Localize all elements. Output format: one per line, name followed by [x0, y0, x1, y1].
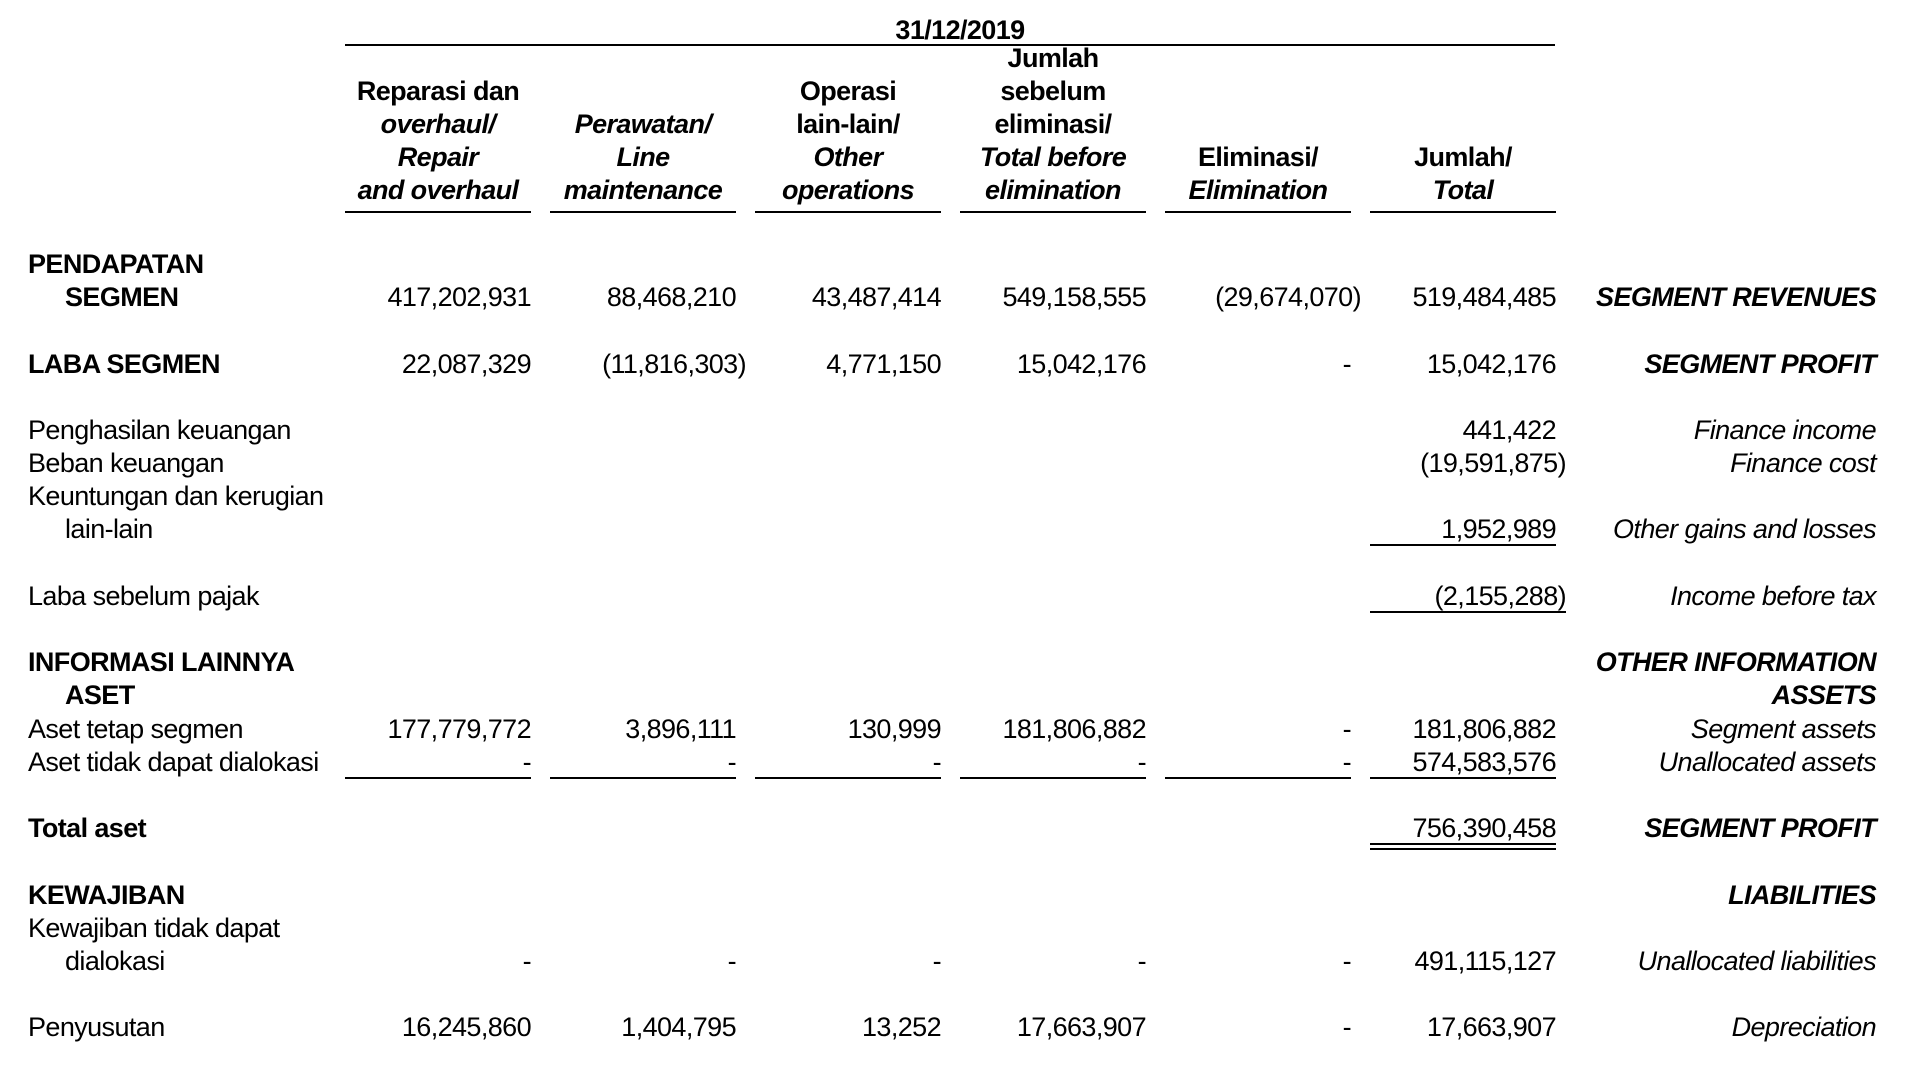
cell-segment-assets-repair: 177,779,772 — [387, 714, 531, 744]
depreciation-label-en: Depreciation — [1731, 1012, 1876, 1042]
column-header-elim-line: Eliminasi/ — [1197, 142, 1319, 172]
cell-segment-revenues-total_before: 549,158,555 — [1002, 282, 1146, 312]
col-rule-elim — [1165, 211, 1351, 213]
cell-segment-profit-line: (11,816,303) — [602, 349, 746, 379]
column-header-other — [755, 75, 941, 207]
cell-segment-assets-total: 181,806,882 — [1412, 714, 1556, 744]
unallocated-assets-underline-5 — [1165, 777, 1351, 779]
total-assets-double-underline-2 — [1370, 848, 1556, 850]
cell-unallocated-liabilities-repair: - — [522, 946, 531, 976]
col-rule-repair — [345, 211, 531, 213]
other-gains-label-2: lain-lain — [65, 514, 153, 544]
cell-unallocated-liabilities-other: - — [932, 946, 941, 976]
finance-income-label-en: Finance income — [1693, 415, 1876, 445]
cell-segment-revenues-other: 43,487,414 — [811, 282, 941, 312]
column-header-total-line: Total — [1432, 175, 1494, 205]
cell-unallocated-assets-repair: - — [522, 747, 531, 777]
column-header-repair-line: overhaul/ — [380, 109, 496, 139]
column-header-line-line: Perawatan/ — [574, 109, 712, 139]
segment-assets-label: Aset tetap segmen — [28, 714, 243, 744]
unallocated-liabilities-label-en: Unallocated liabilities — [1637, 946, 1876, 976]
col-rule-total-before — [960, 211, 1146, 213]
column-header-total_before-line: Jumlah — [1007, 43, 1099, 73]
column-header-line-line: Line — [616, 142, 670, 172]
unallocated-assets-underline-2 — [550, 777, 736, 779]
cell-segment-profit-total_before: 15,042,176 — [1016, 349, 1146, 379]
unallocated-assets-underline-4 — [960, 777, 1146, 779]
cell-depreciation-total_before: 17,663,907 — [1016, 1012, 1146, 1042]
other-info-label-2: ASET — [65, 680, 135, 710]
column-header-total_before-line: elimination — [985, 175, 1121, 205]
liabilities-label: KEWAJIBAN — [28, 880, 185, 910]
depreciation-label: Penyusutan — [28, 1012, 165, 1042]
column-header-total_before-line: eliminasi/ — [994, 109, 1112, 139]
period-title: 31/12/2019 — [895, 15, 1025, 45]
cell-unallocated-assets-other: - — [932, 747, 941, 777]
segment-profit-label: LABA SEGMEN — [28, 349, 220, 379]
cell-unallocated-assets-total: 574,583,576 — [1412, 747, 1556, 777]
finance-cost-label: Beban keuangan — [28, 448, 224, 478]
total-assets-total: 756,390,458 — [1412, 813, 1556, 843]
cell-depreciation-line: 1,404,795 — [621, 1012, 736, 1042]
segment-profit-label-en: SEGMENT PROFIT — [1644, 349, 1876, 379]
column-header-repair-line: and overhaul — [357, 175, 519, 205]
column-header-other-line: operations — [781, 175, 915, 205]
column-header-elim-line: Elimination — [1188, 175, 1328, 205]
finance-income-label: Penghasilan keuangan — [28, 415, 291, 445]
period-rule — [345, 44, 1555, 46]
liabilities-label-en: LIABILITIES — [1728, 880, 1876, 910]
income-before-tax-label: Laba sebelum pajak — [28, 581, 259, 611]
unallocated-assets-underline-3 — [755, 777, 941, 779]
segment-revenues-label-en: SEGMENT REVENUES — [1596, 282, 1876, 312]
unallocated-liabilities-label-2: dialokasi — [65, 946, 165, 976]
col-rule-other — [755, 211, 941, 213]
other-gains-total: 1,952,989 — [1441, 514, 1556, 544]
total-assets-label: Total aset — [28, 813, 147, 843]
cell-depreciation-elim: - — [1342, 1012, 1351, 1042]
cell-unallocated-assets-total_before: - — [1137, 747, 1146, 777]
unallocated-assets-label-en: Unallocated assets — [1658, 747, 1876, 777]
segment-revenues-label-1: PENDAPATAN — [28, 249, 204, 279]
other-info-label-en-1: OTHER INFORMATION — [1595, 647, 1876, 677]
cell-segment-assets-total_before: 181,806,882 — [1002, 714, 1146, 744]
col-rule-line — [550, 211, 736, 213]
column-header-other-line: Other — [813, 142, 883, 172]
finance-cost-total: (19,591,875) — [1420, 448, 1566, 478]
cell-segment-revenues-line: 88,468,210 — [606, 282, 736, 312]
other-info-label-en-2: ASSETS — [1771, 680, 1876, 710]
cell-segment-assets-other: 130,999 — [847, 714, 941, 744]
other-info-label-1: INFORMASI LAINNYA — [28, 647, 295, 677]
column-header-repair-line: Reparasi dan — [356, 76, 520, 106]
column-header-total — [1370, 141, 1556, 207]
column-header-line — [550, 108, 736, 207]
column-header-total_before-line: sebelum — [1000, 76, 1106, 106]
unallocated-assets-label: Aset tidak dapat dialokasi — [28, 747, 319, 777]
cell-unallocated-liabilities-line: - — [727, 946, 736, 976]
cell-unallocated-liabilities-elim: - — [1342, 946, 1351, 976]
cell-unallocated-liabilities-total: 491,115,127 — [1414, 946, 1556, 976]
col-rule-total — [1370, 211, 1556, 213]
cell-segment-revenues-elim: (29,674,070) — [1215, 282, 1361, 312]
column-header-line-line: maintenance — [563, 175, 723, 205]
cell-segment-profit-other: 4,771,150 — [826, 349, 941, 379]
cell-segment-revenues-repair: 417,202,931 — [387, 282, 531, 312]
unallocated-assets-underline-1 — [345, 777, 531, 779]
cell-unallocated-liabilities-total_before: - — [1137, 946, 1146, 976]
column-header-total-line: Jumlah/ — [1414, 142, 1512, 172]
income-before-tax-total: (2,155,288) — [1434, 581, 1566, 611]
unallocated-liabilities-label-1: Kewajiban tidak dapat — [28, 913, 280, 943]
cell-unallocated-assets-line: - — [727, 747, 736, 777]
column-header-total_before — [960, 42, 1146, 207]
column-header-total_before-line: Total before — [979, 142, 1127, 172]
cell-segment-profit-total: 15,042,176 — [1426, 349, 1556, 379]
cell-segment-revenues-total: 519,484,485 — [1412, 282, 1556, 312]
other-gains-label-en: Other gains and losses — [1613, 514, 1876, 544]
cell-depreciation-other: 13,252 — [862, 1012, 941, 1042]
cell-unallocated-assets-elim: - — [1342, 747, 1351, 777]
cell-depreciation-repair: 16,245,860 — [401, 1012, 531, 1042]
segment-assets-label-en: Segment assets — [1690, 714, 1876, 744]
cell-segment-assets-line: 3,896,111 — [625, 714, 736, 744]
cell-segment-profit-repair: 22,087,329 — [401, 349, 531, 379]
column-header-repair-line: Repair — [397, 142, 479, 172]
column-header-other-line: lain-lain/ — [796, 109, 900, 139]
finance-cost-label-en: Finance cost — [1730, 448, 1876, 478]
total-assets-label-en: SEGMENT PROFIT — [1644, 813, 1876, 843]
column-header-repair — [345, 75, 531, 207]
income-before-tax-label-en: Income before tax — [1670, 581, 1876, 611]
segment-revenues-label-2: SEGMEN — [65, 282, 179, 312]
unallocated-assets-underline-6 — [1370, 777, 1556, 779]
column-header-other-line: Operasi — [799, 76, 897, 106]
cell-depreciation-total: 17,663,907 — [1426, 1012, 1556, 1042]
column-header-elim — [1165, 141, 1351, 207]
finance-income-total: 441,422 — [1462, 415, 1556, 445]
other-gains-label-1: Keuntungan dan kerugian — [28, 481, 324, 511]
cell-segment-assets-elim: - — [1342, 714, 1351, 744]
cell-segment-profit-elim: - — [1342, 349, 1351, 379]
